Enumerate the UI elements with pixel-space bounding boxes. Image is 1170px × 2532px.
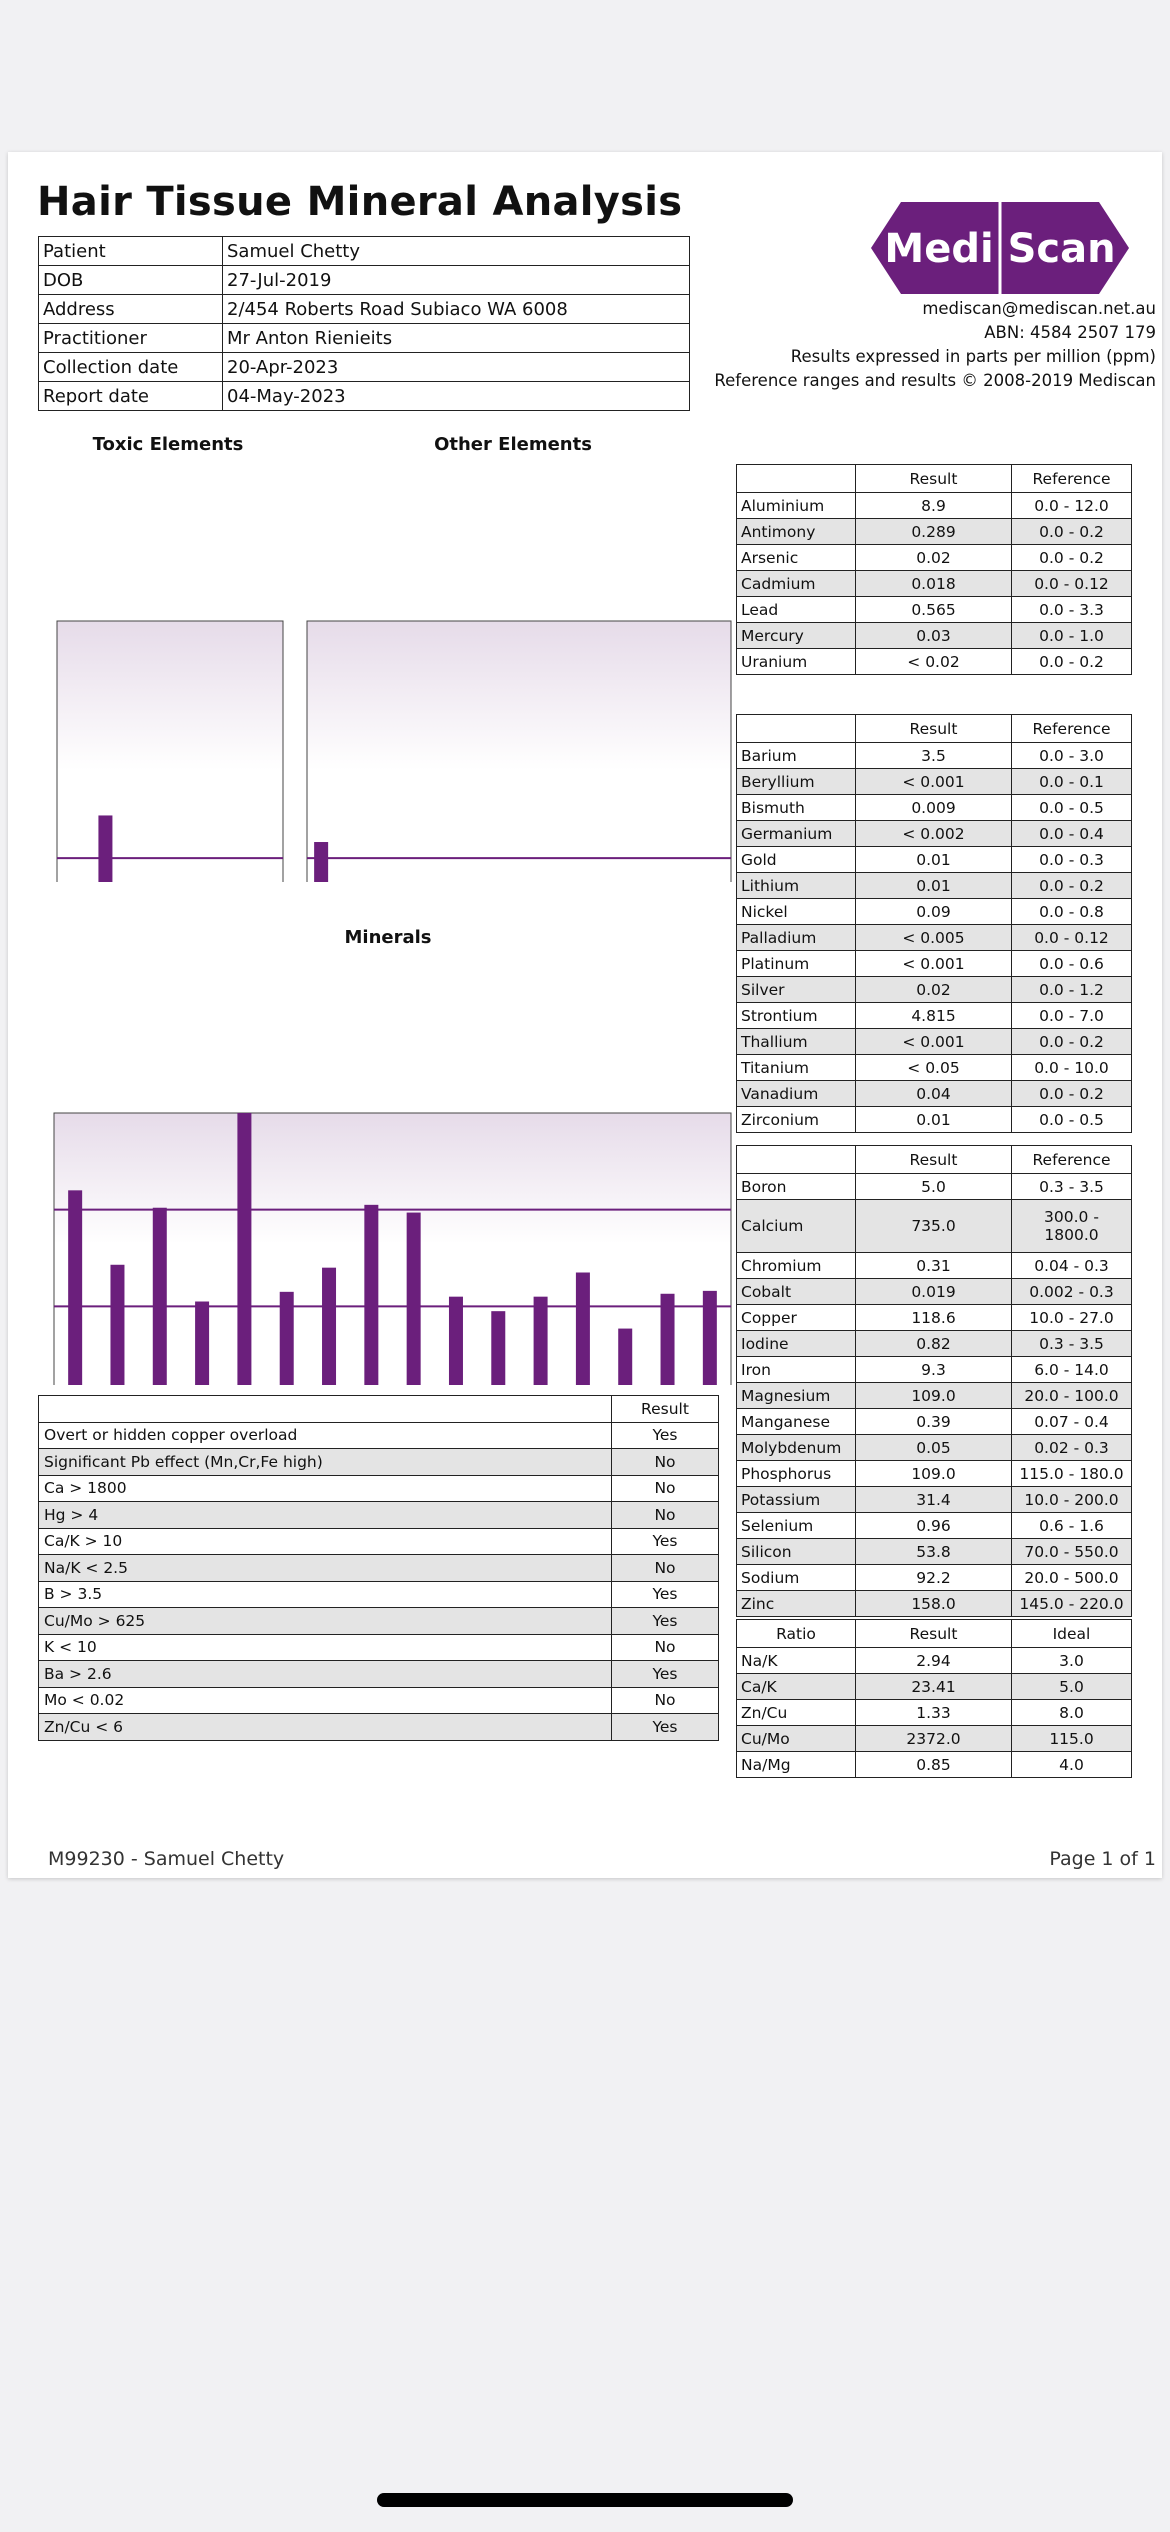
cell-result: 158.0 [856, 1591, 1012, 1617]
table-row [737, 1174, 1132, 1200]
table-row [737, 1253, 1132, 1279]
cell-reference: 300.0 - 1800.0 [1012, 1200, 1132, 1253]
cell-reference: 0.0 - 0.5 [1012, 795, 1132, 821]
plot-area [57, 621, 283, 882]
table-row [737, 1081, 1132, 1107]
table-row [737, 1674, 1132, 1700]
cell-name: Zinc [737, 1591, 856, 1617]
cell-result: < 0.05 [856, 1055, 1012, 1081]
cell-result: 0.019 [856, 1279, 1012, 1305]
patient-info-table [38, 236, 690, 411]
table-row [737, 977, 1132, 1003]
toxic-chart-title: Toxic Elements [92, 434, 244, 455]
cell-reference: 0.0 - 0.6 [1012, 951, 1132, 977]
cell-result: 2372.0 [856, 1726, 1012, 1752]
cell-name: Antimony [737, 519, 856, 545]
table-row [39, 1634, 719, 1661]
bar [703, 1291, 717, 1385]
cell-reference: 10.0 - 200.0 [1012, 1487, 1132, 1513]
column-header: Reference [1012, 465, 1132, 493]
cell-result: 53.8 [856, 1539, 1012, 1565]
indicator-result: Yes [612, 1528, 719, 1555]
column-header: Result [856, 1146, 1012, 1174]
table-row [737, 649, 1132, 675]
cell-result: 92.2 [856, 1565, 1012, 1591]
column-header: Result [612, 1396, 719, 1423]
cell-name: Strontium [737, 1003, 856, 1029]
cell-result: 3.5 [856, 743, 1012, 769]
column-header: Reference [1012, 715, 1132, 743]
cell-name: Silver [737, 977, 856, 1003]
cell-reference: 0.3 - 3.5 [1012, 1174, 1132, 1200]
cell-name: Lithium [737, 873, 856, 899]
report-page [8, 152, 1162, 1878]
table-header-row [737, 1620, 1132, 1648]
cell-result: 1.33 [856, 1700, 1012, 1726]
minerals-chart [43, 955, 733, 1385]
bar [576, 1273, 590, 1386]
indicator-label: Significant Pb effect (Mn,Cr,Fe high) [39, 1449, 612, 1476]
table-row [737, 1565, 1132, 1591]
cell-reference: 0.0 - 0.4 [1012, 821, 1132, 847]
cell-reference: 0.0 - 0.12 [1012, 571, 1132, 597]
table-header-row [737, 465, 1132, 493]
bar [491, 1311, 505, 1385]
cell-reference: 0.002 - 0.3 [1012, 1279, 1132, 1305]
table-row [737, 1029, 1132, 1055]
table-row [39, 1502, 719, 1529]
cell-name: Na/K [737, 1648, 856, 1674]
indicator-label: Ca > 1800 [39, 1475, 612, 1502]
cell-result: 9.3 [856, 1357, 1012, 1383]
info-label: Collection date [39, 353, 223, 382]
cell-result: 109.0 [856, 1383, 1012, 1409]
cell-reference: 10.0 - 27.0 [1012, 1305, 1132, 1331]
cell-result: 0.82 [856, 1331, 1012, 1357]
cell-name: Potassium [737, 1487, 856, 1513]
info-label: Report date [39, 382, 223, 411]
cell-reference: 70.0 - 550.0 [1012, 1539, 1132, 1565]
cell-result: 0.565 [856, 597, 1012, 623]
cell-reference: 115.0 [1012, 1726, 1132, 1752]
info-row [39, 237, 690, 266]
table-row [737, 1055, 1132, 1081]
cell-reference: 0.0 - 0.1 [1012, 769, 1132, 795]
cell-result: 109.0 [856, 1461, 1012, 1487]
cell-result: 0.02 [856, 977, 1012, 1003]
table-row [737, 1331, 1132, 1357]
table-row [737, 795, 1132, 821]
table-row [39, 1555, 719, 1582]
table-row [737, 1107, 1132, 1133]
table-row [39, 1528, 719, 1555]
cell-name: Titanium [737, 1055, 856, 1081]
table-row [737, 1752, 1132, 1778]
table-row [737, 899, 1132, 925]
table-header-row [737, 1146, 1132, 1174]
table-row [737, 1539, 1132, 1565]
footer-page-number: Page 1 of 1 [1049, 1848, 1156, 1870]
bar [237, 1113, 251, 1385]
cell-result: 0.009 [856, 795, 1012, 821]
report-title: Hair Tissue Mineral Analysis [37, 179, 683, 225]
table-row [737, 743, 1132, 769]
info-row [39, 324, 690, 353]
table-row [737, 571, 1132, 597]
bar [407, 1213, 421, 1385]
table-row [737, 1648, 1132, 1674]
info-row [39, 266, 690, 295]
cell-result: 0.09 [856, 899, 1012, 925]
bar [110, 1265, 124, 1385]
cell-reference: 0.0 - 1.2 [1012, 977, 1132, 1003]
column-header [737, 715, 856, 743]
table-row [39, 1475, 719, 1502]
cell-result: < 0.002 [856, 821, 1012, 847]
footer-patient-id: M99230 - Samuel Chetty [48, 1848, 285, 1870]
cell-reference: 0.0 - 0.2 [1012, 649, 1132, 675]
cell-reference: 0.6 - 1.6 [1012, 1513, 1132, 1539]
indicator-result: Yes [612, 1714, 719, 1741]
table-row [737, 847, 1132, 873]
indicator-label: Ca/K > 10 [39, 1528, 612, 1555]
bar [661, 1294, 675, 1385]
plot-area [307, 621, 731, 882]
cell-reference: 5.0 [1012, 1674, 1132, 1700]
cell-result: 23.41 [856, 1674, 1012, 1700]
table-row [737, 1409, 1132, 1435]
table-row [39, 1714, 719, 1741]
table-row [737, 519, 1132, 545]
table-row [39, 1608, 719, 1635]
cell-reference: 6.0 - 14.0 [1012, 1357, 1132, 1383]
cell-name: Gold [737, 847, 856, 873]
bar [280, 1292, 294, 1385]
cell-reference: 0.0 - 12.0 [1012, 493, 1132, 519]
bar [98, 815, 112, 882]
cell-reference: 20.0 - 100.0 [1012, 1383, 1132, 1409]
bar [314, 842, 328, 882]
table-row [737, 1200, 1132, 1253]
table-row [737, 545, 1132, 571]
cell-name: Boron [737, 1174, 856, 1200]
table-row [737, 1591, 1132, 1617]
contact-units: Results expressed in parts per million (ppm) [790, 347, 1156, 366]
indicator-result: No [612, 1687, 719, 1714]
column-header: Result [856, 715, 1012, 743]
cell-reference: 0.0 - 7.0 [1012, 1003, 1132, 1029]
cell-result: 735.0 [856, 1200, 1012, 1253]
home-indicator[interactable] [377, 2493, 793, 2507]
table-row [737, 1487, 1132, 1513]
cell-reference: 0.02 - 0.3 [1012, 1435, 1132, 1461]
indicator-table [38, 1395, 719, 1741]
cell-reference: 0.0 - 1.0 [1012, 623, 1132, 649]
cell-name: Ca/K [737, 1674, 856, 1700]
column-header [737, 465, 856, 493]
cell-name: Copper [737, 1305, 856, 1331]
indicator-result: No [612, 1449, 719, 1476]
indicator-label: B > 3.5 [39, 1581, 612, 1608]
column-header: Ideal [1012, 1620, 1132, 1648]
indicator-label: Mo < 0.02 [39, 1687, 612, 1714]
cell-result: 8.9 [856, 493, 1012, 519]
info-row [39, 295, 690, 324]
table-row [737, 821, 1132, 847]
cell-result: 2.94 [856, 1648, 1012, 1674]
cell-result: 0.31 [856, 1253, 1012, 1279]
table-row [737, 1461, 1132, 1487]
indicator-label: Overt or hidden copper overload [39, 1422, 612, 1449]
table-row [39, 1661, 719, 1688]
table-header-row [39, 1396, 719, 1423]
cell-reference: 8.0 [1012, 1700, 1132, 1726]
cell-name: Zn/Cu [737, 1700, 856, 1726]
contact-copyright: Reference ranges and results © 2008-2019 Mediscan [714, 371, 1156, 390]
cell-reference: 0.0 - 10.0 [1012, 1055, 1132, 1081]
cell-reference: 0.0 - 0.5 [1012, 1107, 1132, 1133]
toxic-elements-chart [46, 462, 286, 882]
cell-result: 0.96 [856, 1513, 1012, 1539]
cell-name: Platinum [737, 951, 856, 977]
cell-name: Zirconium [737, 1107, 856, 1133]
table-row [737, 925, 1132, 951]
cell-reference: 0.0 - 0.2 [1012, 1081, 1132, 1107]
info-value: 2/454 Roberts Road Subiaco WA 6008 [223, 295, 690, 324]
cell-result: < 0.001 [856, 1029, 1012, 1055]
cell-name: Iodine [737, 1331, 856, 1357]
column-header: Ratio [737, 1620, 856, 1648]
indicator-label: Na/K < 2.5 [39, 1555, 612, 1582]
indicator-result: No [612, 1502, 719, 1529]
cell-name: Selenium [737, 1513, 856, 1539]
indicator-result: Yes [612, 1422, 719, 1449]
mineral-results-table [736, 1145, 1132, 1617]
bar [153, 1208, 167, 1385]
cell-reference: 0.0 - 0.2 [1012, 545, 1132, 571]
cell-result: 0.04 [856, 1081, 1012, 1107]
cell-name: Magnesium [737, 1383, 856, 1409]
cell-result: 0.01 [856, 847, 1012, 873]
table-row [737, 1383, 1132, 1409]
mediscan-logo [871, 200, 1131, 304]
indicator-result: Yes [612, 1608, 719, 1635]
info-value: 04-May-2023 [223, 382, 690, 411]
cell-result: 0.289 [856, 519, 1012, 545]
cell-result: 0.02 [856, 545, 1012, 571]
indicator-result: Yes [612, 1661, 719, 1688]
column-header: Result [856, 1620, 1012, 1648]
table-row [737, 1305, 1132, 1331]
table-row [737, 1513, 1132, 1539]
cell-name: Aluminium [737, 493, 856, 519]
contact-block [714, 297, 1156, 393]
bar [68, 1190, 82, 1385]
cell-name: Na/Mg [737, 1752, 856, 1778]
table-row [737, 873, 1132, 899]
indicator-label: Hg > 4 [39, 1502, 612, 1529]
info-value: Samuel Chetty [223, 237, 690, 266]
info-value: 20-Apr-2023 [223, 353, 690, 382]
cell-reference: 115.0 - 180.0 [1012, 1461, 1132, 1487]
info-row [39, 353, 690, 382]
cell-reference: 0.0 - 0.2 [1012, 519, 1132, 545]
cell-result: 5.0 [856, 1174, 1012, 1200]
cell-reference: 0.0 - 3.3 [1012, 597, 1132, 623]
other-results-table [736, 714, 1132, 1133]
indicator-result: No [612, 1634, 719, 1661]
cell-name: Cu/Mo [737, 1726, 856, 1752]
bar [322, 1268, 336, 1385]
table-row [39, 1581, 719, 1608]
cell-name: Silicon [737, 1539, 856, 1565]
cell-name: Arsenic [737, 545, 856, 571]
info-label: Address [39, 295, 223, 324]
info-label: Practitioner [39, 324, 223, 353]
cell-result: 0.018 [856, 571, 1012, 597]
cell-result: 0.05 [856, 1435, 1012, 1461]
indicator-label: Cu/Mo > 625 [39, 1608, 612, 1635]
indicator-result: Yes [612, 1581, 719, 1608]
column-header: Reference [1012, 1146, 1132, 1174]
cell-result: 0.01 [856, 873, 1012, 899]
indicator-label: Zn/Cu < 6 [39, 1714, 612, 1741]
cell-name: Cadmium [737, 571, 856, 597]
cell-reference: 0.0 - 0.8 [1012, 899, 1132, 925]
column-header: Result [856, 465, 1012, 493]
cell-result: < 0.001 [856, 769, 1012, 795]
cell-reference: 0.0 - 0.12 [1012, 925, 1132, 951]
table-row [737, 1435, 1132, 1461]
cell-reference: 0.04 - 0.3 [1012, 1253, 1132, 1279]
cell-result: 31.4 [856, 1487, 1012, 1513]
cell-reference: 0.0 - 0.2 [1012, 873, 1132, 899]
cell-result: < 0.005 [856, 925, 1012, 951]
table-row [737, 1279, 1132, 1305]
table-row [39, 1687, 719, 1714]
cell-name: Mercury [737, 623, 856, 649]
bar [534, 1297, 548, 1385]
info-label: Patient [39, 237, 223, 266]
cell-name: Nickel [737, 899, 856, 925]
cell-result: < 0.02 [856, 649, 1012, 675]
cell-name: Cobalt [737, 1279, 856, 1305]
cell-result: 0.39 [856, 1409, 1012, 1435]
table-row [737, 1726, 1132, 1752]
cell-reference: 0.0 - 0.3 [1012, 847, 1132, 873]
logo-text: Medi Scan [884, 226, 1116, 272]
cell-name: Beryllium [737, 769, 856, 795]
cell-reference: 145.0 - 220.0 [1012, 1591, 1132, 1617]
other-chart-title: Other Elements [434, 434, 592, 455]
table-row [737, 769, 1132, 795]
cell-name: Chromium [737, 1253, 856, 1279]
info-value: Mr Anton Rienieits [223, 324, 690, 353]
cell-reference: 4.0 [1012, 1752, 1132, 1778]
table-row [737, 1700, 1132, 1726]
column-header [39, 1396, 612, 1423]
indicator-result: No [612, 1475, 719, 1502]
table-header-row [737, 715, 1132, 743]
cell-name: Phosphorus [737, 1461, 856, 1487]
cell-result: 0.01 [856, 1107, 1012, 1133]
cell-name: Barium [737, 743, 856, 769]
indicator-label: Ba > 2.6 [39, 1661, 612, 1688]
cell-name: Lead [737, 597, 856, 623]
table-row [737, 597, 1132, 623]
cell-name: Vanadium [737, 1081, 856, 1107]
cell-reference: 0.0 - 3.0 [1012, 743, 1132, 769]
other-elements-chart [296, 462, 732, 882]
cell-name: Molybdenum [737, 1435, 856, 1461]
cell-reference: 3.0 [1012, 1648, 1132, 1674]
cell-name: Uranium [737, 649, 856, 675]
cell-result: 0.03 [856, 623, 1012, 649]
cell-name: Bismuth [737, 795, 856, 821]
cell-result: < 0.001 [856, 951, 1012, 977]
minerals-chart-title: Minerals [344, 927, 432, 948]
toxic-results-table [736, 464, 1132, 675]
bar [195, 1302, 209, 1386]
indicator-result: No [612, 1555, 719, 1582]
table-row [737, 493, 1132, 519]
bar [449, 1297, 463, 1385]
cell-reference: 0.3 - 3.5 [1012, 1331, 1132, 1357]
cell-name: Palladium [737, 925, 856, 951]
cell-reference: 0.0 - 0.2 [1012, 1029, 1132, 1055]
cell-name: Calcium [737, 1200, 856, 1253]
cell-reference: 0.07 - 0.4 [1012, 1409, 1132, 1435]
cell-name: Sodium [737, 1565, 856, 1591]
info-row [39, 382, 690, 411]
info-value: 27-Jul-2019 [223, 266, 690, 295]
cell-reference: 20.0 - 500.0 [1012, 1565, 1132, 1591]
bar [618, 1329, 632, 1385]
indicator-label: K < 10 [39, 1634, 612, 1661]
info-label: DOB [39, 266, 223, 295]
cell-name: Thallium [737, 1029, 856, 1055]
bar [364, 1205, 378, 1385]
contact-abn: ABN: 4584 2507 179 [984, 323, 1156, 342]
table-row [737, 1003, 1132, 1029]
cell-result: 0.85 [856, 1752, 1012, 1778]
table-row [737, 951, 1132, 977]
cell-name: Iron [737, 1357, 856, 1383]
column-header [737, 1146, 856, 1174]
table-row [737, 623, 1132, 649]
cell-result: 4.815 [856, 1003, 1012, 1029]
cell-name: Manganese [737, 1409, 856, 1435]
table-row [39, 1422, 719, 1449]
table-row [39, 1449, 719, 1476]
cell-result: 118.6 [856, 1305, 1012, 1331]
table-row [737, 1357, 1132, 1383]
cell-name: Germanium [737, 821, 856, 847]
contact-email: mediscan@mediscan.net.au [922, 299, 1156, 318]
ratio-results-table [736, 1619, 1132, 1778]
